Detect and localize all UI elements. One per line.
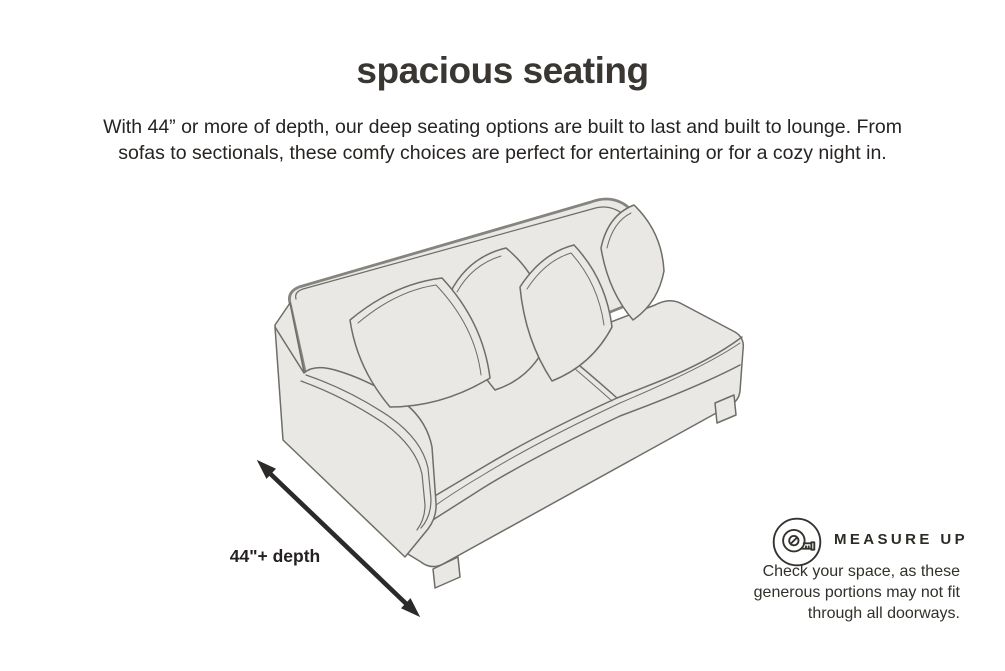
page-title: spacious seating (356, 50, 649, 91)
measure-note-line-2: generous portions may not fit (753, 584, 960, 601)
sofa-line-drawing (200, 185, 780, 655)
intro-paragraph (0, 114, 1005, 166)
measure-up-note (750, 561, 960, 624)
sofa-illustration (200, 185, 780, 655)
intro-line-2: sofas to sectionals, these comfy choices are perfect for entertaining or for a cozy night in. (118, 142, 887, 164)
measure-note-line-3: through all doorways. (807, 605, 960, 622)
intro-line-1: With 44” or more of depth, our deep seating options are built to last and built to lounge. From (103, 116, 902, 138)
measure-note-line-1: Check your space, as these (762, 563, 960, 580)
measure-up-heading: MEASURE UP (834, 531, 969, 548)
depth-label: 44"+ depth (229, 546, 321, 566)
